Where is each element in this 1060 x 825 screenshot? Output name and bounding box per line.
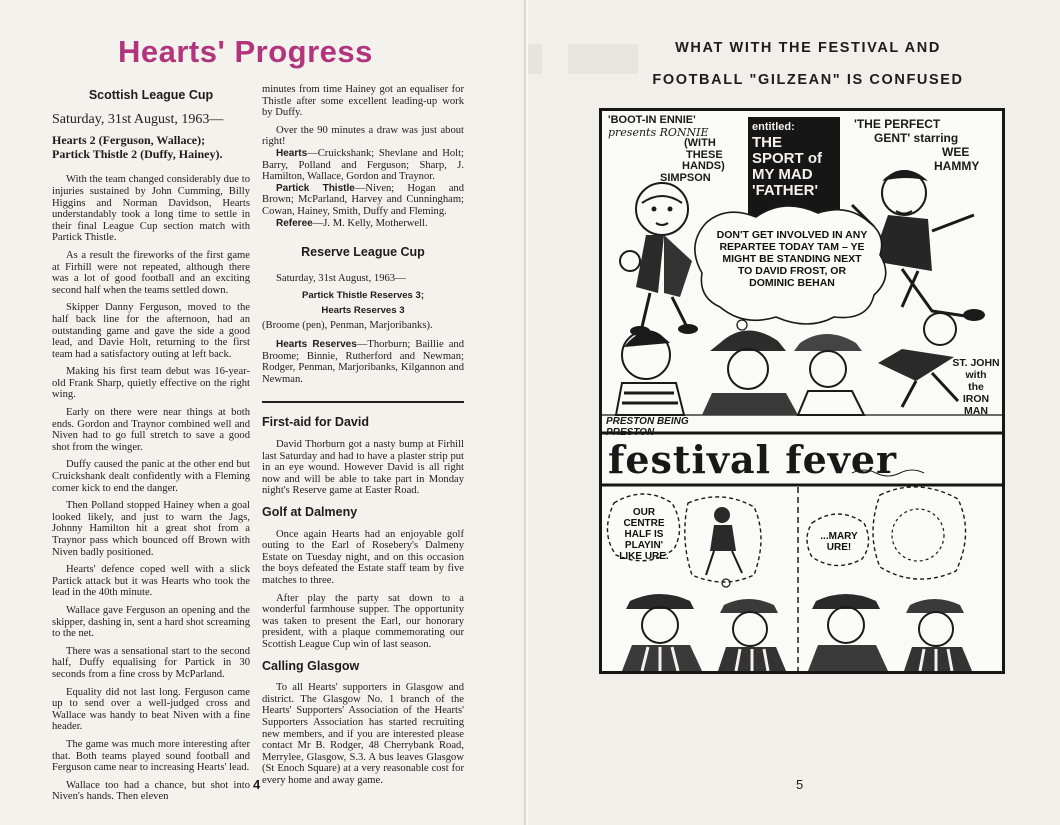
cartoon-heading-line2: FOOTBALL "GILZEAN" IS CONFUSED — [652, 72, 964, 88]
caption-st-john: ST. JOHN with the IRON MAN — [952, 357, 1000, 417]
caption-preston: PRESTON BEING PRESTON — [606, 416, 689, 438]
report-paragraph: Wallace gave Ferguson an opening and the skipper, dashing in, sent a hard shot screaming to the net. — [52, 604, 250, 640]
report-paragraph: With the team changed considerably due to injuries sustained by John Cumming, Billy Higgins and Norman Davidson, Hearts understandably took a long time to settle in their final League Cup section match with Partick Thistle. — [52, 174, 250, 244]
page-number-right: 5 — [796, 777, 804, 792]
section-text: To all Hearts' supporters in Glasgow and district. The Glasgow No. 1 branch of the Hearts' Supporters' Association of the Hearts' Supporters Association has started recruiting new members, and if you are interested please contact Mr B. Rodger, 48 Cherrybank Road, Merrylee, Glasgow, S.3. A bus leaves Glasgow (St Enoch Square) at a very reasonable cost for every home and away game. — [262, 682, 464, 786]
cartoon-image — [599, 108, 1005, 674]
page-left — [0, 0, 528, 825]
section-heading-reserve-cup: Reserve League Cup — [301, 245, 425, 260]
match-date: Saturday, 31st August, 1963— — [52, 111, 224, 127]
section-heading-first-aid: First-aid for David — [262, 415, 369, 430]
result-home: Hearts 2 (Ferguson, Wallace); — [52, 133, 206, 148]
reserve-result-line: Hearts Reserves 3 — [321, 304, 405, 316]
column-left — [52, 90, 250, 809]
section-heading-league-cup: Scottish League Cup — [88, 88, 214, 102]
report-paragraph: Wallace too had a chance, but shot into Niven's hands. Then eleven — [52, 779, 250, 803]
section-heading-glasgow: Calling Glasgow — [262, 658, 360, 673]
report-paragraph: Hearts' defence coped well with a slick Partick attack but it was Hearts who took the lead in the 40th minute. — [52, 564, 250, 599]
festival-fever-title: festival fever — [608, 437, 898, 482]
team-label: Hearts — [276, 147, 308, 159]
team-text: —Thorburn; Baillie and Broome; Binnie, Rutherford and Newman; Rodger, Penman, Marjoribanks, Kilgannon and Newman. — [262, 339, 464, 385]
thought-bubble-mary-ure: ...MARY URE! — [820, 531, 858, 553]
report-paragraph: Duffy caused the panic at the other end but Cruickshank dealt confidently with a Fleming corner kick to end the danger. — [52, 459, 250, 494]
result-away: Partick Thistle 2 (Duffy, Hainey). — [52, 146, 223, 161]
report-paragraph: minutes from time Hainey got an equaliser for Thistle after some excellent leading-up work by Duffy. — [262, 84, 464, 119]
section-heading-golf: Golf at Dalmeny — [262, 505, 358, 520]
report-paragraph: Making his first team debut was 16-year-old Frank Sharp, quietly effective on the right wing. — [52, 366, 250, 401]
page-right — [528, 0, 1060, 825]
reserve-result-line: Partick Thistle Reserves 3; — [301, 290, 425, 302]
column-right — [262, 84, 464, 793]
reserve-date: Saturday, 31st August, 1963— — [276, 272, 406, 284]
team-label: Partick Thistle — [276, 182, 355, 194]
team-label: Hearts Reserves — [276, 339, 357, 351]
report-paragraph: The game was much more interesting after that. Both teams played sound football and Ferguson came near to increasing Hearts' lead. — [52, 738, 250, 774]
thought-bubble-centre-half: OUR CENTRE HALF IS PLAYIN' LIKE URE. — [619, 507, 669, 562]
report-paragraph: Over the 90 minutes a draw was just about right! — [262, 124, 464, 148]
page-number-left: 4 — [253, 777, 261, 792]
team-lineups — [262, 148, 464, 229]
report-paragraph: Skipper Danny Ferguson, moved to the half back line for the afternoon, had an outstanding game and gave the side a good lead, and Davie Holt, returning to the first team had a satisfactory outing at left back. — [52, 302, 250, 360]
report-paragraph: Equality did not last long. Ferguson came up to send over a well-judged cross and Wallace was handy to beat Niven with a fine header. — [52, 686, 250, 733]
caption-boot-in-ennie: 'BOOT-IN ENNIE' presents RONNIE (WITH THESE HANDS) SIMPSON — [608, 114, 725, 184]
caption-perfect-gent: 'THE PERFECT GENT' starring WEE HAMMY — [854, 117, 980, 173]
report-paragraph: Then Polland stopped Hainey when a goal looked likely, and just to warn the Jags, Johnny Hamilton hit a great shot from a Traynor pass which bounced off Brown with Niven badly positioned. — [52, 500, 250, 558]
divider — [262, 401, 464, 403]
report-paragraph: As a result the fireworks of the first game at Firhill were not repeated, although there was a lot of good football and an exciting second half when the teams settled down. — [52, 249, 250, 296]
reserve-scorers: (Broome (pen), Penman, Marjoribanks). — [262, 319, 433, 331]
speech-bubble-repartee: DON'T GET INVOLVED IN ANY REPARTEE TODAY TAM – YE MIGHT BE STANDING NEXT TO DAVID FROST, OR DOMINIC BEHAN — [716, 229, 868, 289]
section-text: After play the party sat down to a wonderful farmhouse supper. The opportunity was taken to present the Earl, our honorary president, with a plaque commemorating our Scottish League Cup win of last season. — [262, 592, 464, 650]
page-title: Hearts' Progress — [118, 34, 373, 69]
team-text: —Niven; Hogan and Brown; McParland, Harvey and Cunningham; Cowan, Hainey, Smith, Duffy and Fleming. — [262, 182, 465, 217]
section-text: David Thorburn got a nasty bump at Firhill last Saturday and had to have a plaster strip put in an eye wound. However David is all right now and will be able to take part in Monday night's Reserve game at Easter Road. — [262, 439, 464, 497]
team-text: —J. M. Kelly, Motherwell. — [312, 217, 428, 229]
team-text: —Cruickshank; Shevlane and Holt; Barry, Polland and Ferguson; Sharp, J. Hamilton, Wallace, Gordon and Traynor. — [262, 147, 464, 183]
cartoon-heading-line1: WHAT WITH THE FESTIVAL AND — [675, 40, 941, 56]
report-paragraph: There was a sensational start to the second half, Duffy equalising for Partick in 30 seconds from a fine cross by McParland. — [52, 645, 250, 680]
section-text: Once again Hearts had an enjoyable golf outing to the Earl of Rosebery's Dalmeny Estate on Tuesday night, and on this occasion the boys defeated the Estate staff team by five matches to three. — [262, 528, 464, 586]
team-label: Referee — [276, 217, 313, 229]
caption-title-box: entitled: THE SPORT of MY MAD 'FATHER' — [752, 121, 822, 199]
report-paragraph: Early on there were near things at both ends. Gordon and Traynor combined well and Niven had to go full stretch to save a good shot from the winger. — [52, 407, 250, 453]
